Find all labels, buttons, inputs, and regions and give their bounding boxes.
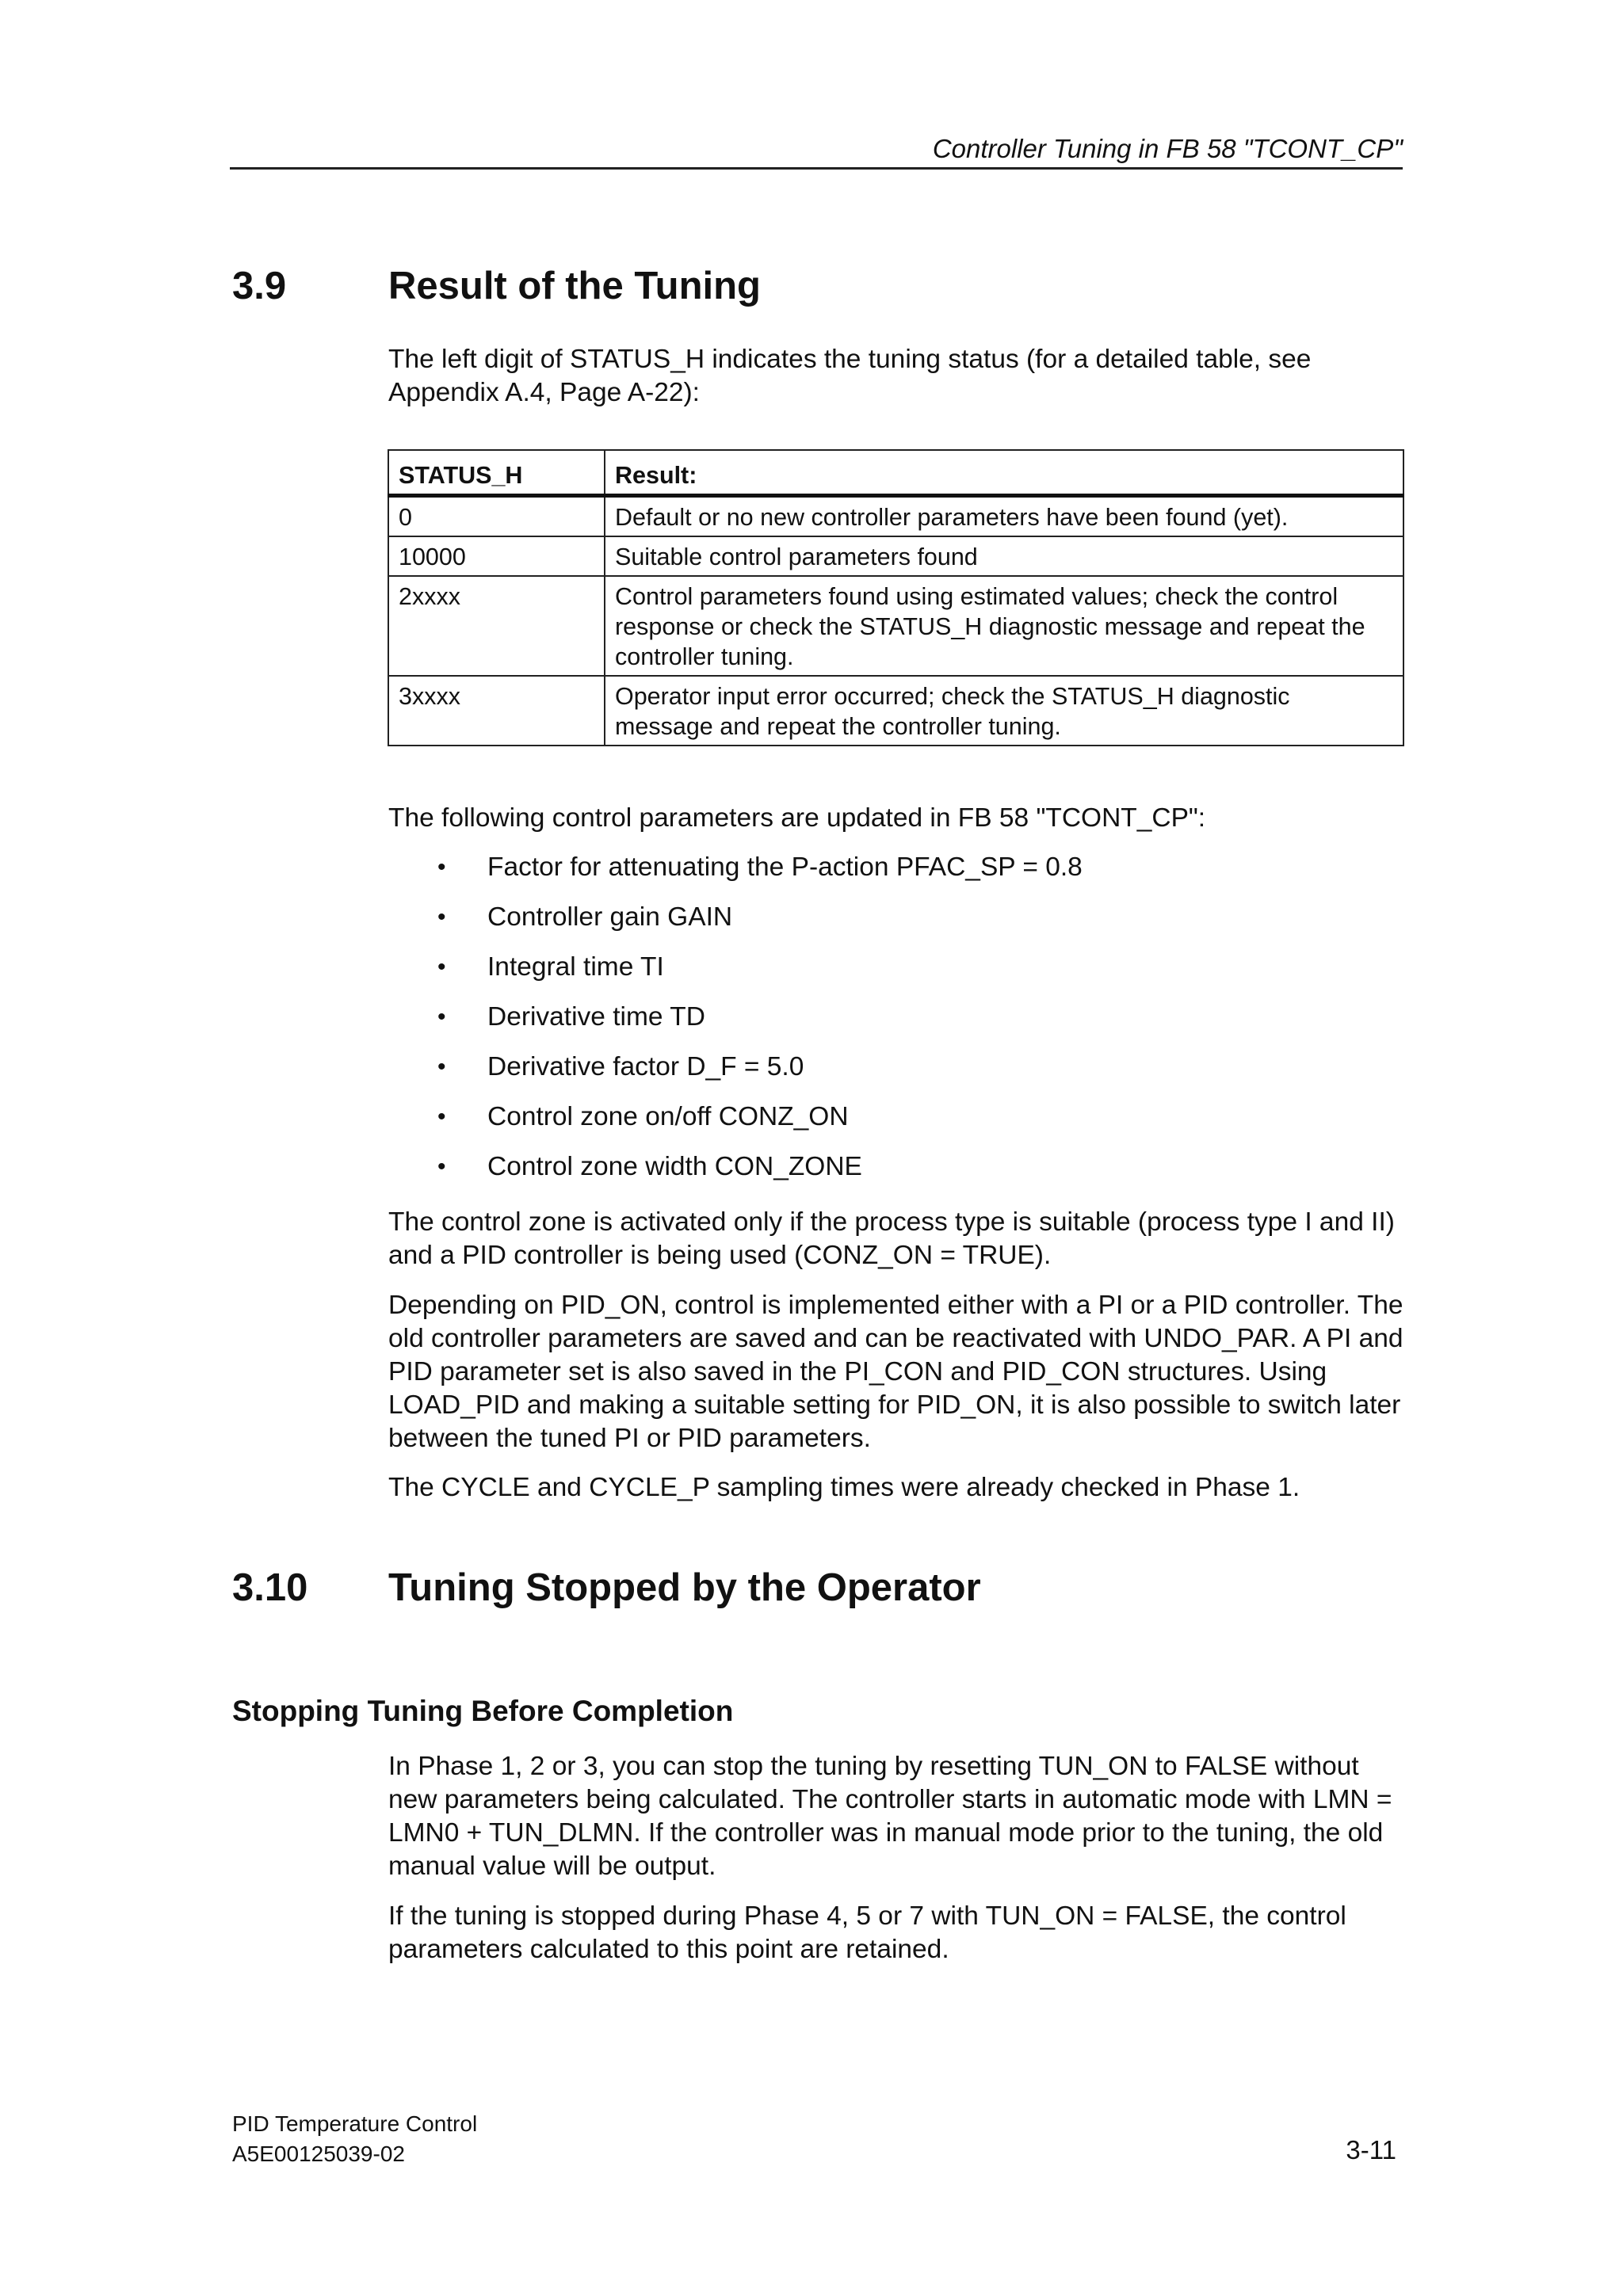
list-item	[388, 1051, 1411, 1100]
table-cell-status: 2xxxx	[388, 576, 605, 676]
list-item	[388, 1001, 1411, 1051]
list-item-text: Factor for attenuating the P-action PFAC_SP = 0.8	[487, 852, 1083, 882]
list-item-text: Control zone on/off CONZ_ON	[487, 1102, 849, 1131]
bullet-icon: •	[437, 1154, 446, 1180]
bullet-icon: •	[437, 904, 446, 930]
list-item	[388, 1150, 1411, 1200]
footer-doc-info	[232, 2109, 477, 2169]
stop-late-paragraph: If the tuning is stopped during Phase 4, 5 or 7 with TUN_ON = FALSE, the control parameters calculated to this point are retained.	[388, 1901, 1346, 1964]
bullet-icon: •	[437, 1054, 446, 1080]
footer-doc-number: A5E00125039-02	[232, 2142, 405, 2166]
bullet-icon: •	[437, 954, 446, 980]
table-row	[388, 496, 1403, 537]
table-row	[388, 576, 1403, 676]
footer-doc-title: PID Temperature Control	[232, 2111, 478, 2136]
table-cell-status: 0	[388, 496, 605, 537]
updated-parameters-list	[388, 851, 1411, 1200]
table-header-result: Result:	[605, 450, 1403, 496]
pid-on-paragraph: Depending on PID_ON, control is implemented either with a PI or a PID controller. The old controller parameters are saved and can be reactivated with UNDO_PAR. A PI and PID parameter set is also saved in the PI_CON and PID_CON structures. Using LOAD_PID and making a suitable setting for PID_ON, it is also possible to switch later between the tuned PI or PID parameters.	[388, 1291, 1403, 1453]
table-header-status: STATUS_H	[388, 450, 605, 496]
stop-phase-paragraph: In Phase 1, 2 or 3, you can stop the tuning by resetting TUN_ON to FALSE without new parameters being calculated. The controller starts in automatic mode with LMN = LMN0 + TUN_DLMN. If the controller was in manual mode prior to the tuning, the old manual value will be output.	[388, 1752, 1392, 1881]
cycle-paragraph: The CYCLE and CYCLE_P sampling times were already checked in Phase 1.	[388, 1473, 1300, 1502]
table-cell-result: Control parameters found using estimated values; check the control response or check the STATUS_H diagnostic message and repeat the controller tuning.	[605, 576, 1403, 676]
running-header: Controller Tuning in FB 58 "TCONT_CP"	[932, 134, 1403, 163]
control-zone-paragraph: The control zone is activated only if the process type is suitable (process type I and II) and a PID controller is being used (CONZ_ON = TRUE).	[388, 1207, 1395, 1270]
section-number: 3.9	[232, 265, 287, 307]
bullet-icon: •	[437, 854, 446, 880]
list-item	[388, 901, 1411, 951]
list-item-text: Derivative time TD	[487, 1002, 705, 1032]
status-result-table	[388, 449, 1404, 746]
table-cell-result: Default or no new controller parameters have been found (yet).	[605, 496, 1403, 537]
table-cell-result: Operator input error occurred; check the STATUS_H diagnostic message and repeat the controller tuning.	[605, 676, 1403, 746]
list-item	[388, 951, 1411, 1001]
list-item-text: Controller gain GAIN	[487, 902, 733, 932]
list-item	[388, 851, 1411, 901]
section-title: Result of the Tuning	[388, 265, 761, 307]
table-cell-status: 3xxxx	[388, 676, 605, 746]
table-row	[388, 676, 1403, 746]
list-item-text: Control zone width CON_ZONE	[487, 1152, 862, 1181]
table-row	[388, 536, 1403, 576]
subheading-stopping-tuning: Stopping Tuning Before Completion	[232, 1695, 734, 1727]
table-header-row	[388, 450, 1403, 496]
page-number: 3-11	[1346, 2135, 1396, 2164]
table-cell-result: Suitable control parameters found	[605, 536, 1403, 576]
list-item-text: Integral time TI	[487, 952, 664, 982]
list-item-text: Derivative factor D_F = 5.0	[487, 1052, 804, 1081]
bullet-icon: •	[437, 1004, 446, 1030]
bullet-icon: •	[437, 1104, 446, 1130]
header-rule	[230, 167, 1403, 170]
section-number: 3.10	[232, 1566, 308, 1609]
params-intro: The following control parameters are updated in FB 58 "TCONT_CP":	[388, 803, 1206, 833]
section-3-9-intro: The left digit of STATUS_H indicates the tuning status (for a detailed table, see Appendix A.4, Page A-22):	[388, 345, 1312, 407]
section-title: Tuning Stopped by the Operator	[388, 1566, 981, 1609]
table-cell-status: 10000	[388, 536, 605, 576]
list-item	[388, 1100, 1411, 1150]
